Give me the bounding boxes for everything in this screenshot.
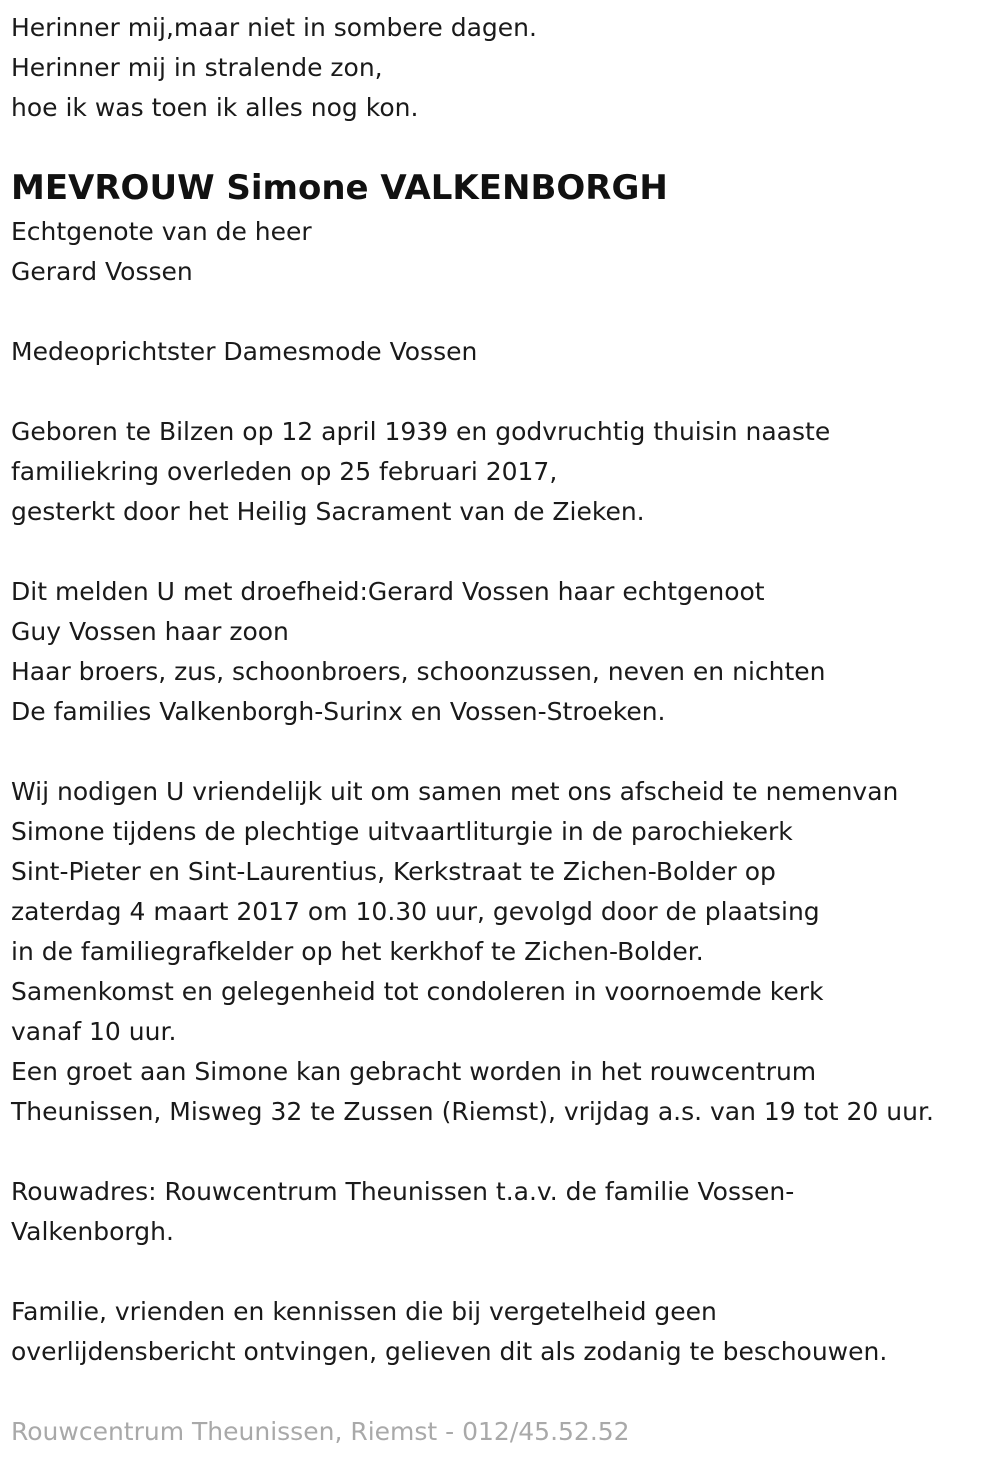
notice-line: overlijdensbericht ontvingen, gelieven dit als zodanig te beschouwen. [11, 1337, 888, 1366]
birth-death-line: familiekring overleden op 25 februari 2017, [11, 457, 558, 486]
birth-death-line: gesterkt door het Heilig Sacrament van de Zieken. [11, 497, 645, 526]
spouse-line: Gerard Vossen [11, 257, 193, 286]
ceremony-block [11, 772, 986, 1132]
family-line: De families Valkenborgh-Surinx en Vossen-Stroeken. [11, 697, 666, 726]
address-block [11, 1172, 986, 1252]
address-line: Rouwadres: Rouwcentrum Theunissen t.a.v. de familie Vossen- [11, 1177, 795, 1206]
ceremony-line: Samenkomst en gelegenheid tot condoleren in voornoemde kerk [11, 977, 824, 1006]
birth-death-block [11, 412, 986, 532]
ceremony-line: Wij nodigen U vriendelijk uit om samen met ons afscheid te nemenvan [11, 777, 899, 806]
funeral-home-footer: Rouwcentrum Theunissen, Riemst - 012/45.52.52 [11, 1417, 630, 1446]
birth-death-line: Geboren te Bilzen op 12 april 1939 en godvruchtig thuisin naaste [11, 417, 831, 446]
ceremony-line: Simone tijdens de plechtige uitvaartliturgie in de parochiekerk [11, 817, 793, 846]
address-line: Valkenborgh. [11, 1217, 174, 1246]
ceremony-line: Theunissen, Misweg 32 te Zussen (Riemst), vrijdag a.s. van 19 tot 20 uur. [11, 1097, 934, 1126]
family-line: Haar broers, zus, schoonbroers, schoonzussen, neven en nichten [11, 657, 826, 686]
poem-line: hoe ik was toen ik alles nog kon. [11, 93, 419, 122]
poem-line: Herinner mij,maar niet in sombere dagen. [11, 13, 537, 42]
ceremony-line: in de familiegrafkelder op het kerkhof te Zichen-Bolder. [11, 937, 704, 966]
ceremony-line: vanaf 10 uur. [11, 1017, 177, 1046]
spouse-line: Echtgenote van de heer [11, 217, 312, 246]
deceased-name-heading: MEVROUW Simone VALKENBORGH [11, 168, 668, 208]
notice-line: Familie, vrienden en kennissen die bij vergetelheid geen [11, 1297, 717, 1326]
notice-block [11, 1292, 986, 1372]
family-line: Dit melden U met droefheid:Gerard Vossen haar echtgenoot [11, 577, 765, 606]
ceremony-line: zaterdag 4 maart 2017 om 10.30 uur, gevolgd door de plaatsing [11, 897, 820, 926]
obituary-document [11, 8, 986, 1372]
ceremony-line: Sint-Pieter en Sint-Laurentius, Kerkstraat te Zichen-Bolder op [11, 857, 776, 886]
spouse-block [11, 212, 986, 292]
family-block [11, 572, 986, 732]
poem-block [11, 8, 986, 128]
family-line: Guy Vossen haar zoon [11, 617, 289, 646]
ceremony-line: Een groet aan Simone kan gebracht worden in het rouwcentrum [11, 1057, 817, 1086]
poem-line: Herinner mij in stralende zon, [11, 53, 383, 82]
role-line: Medeoprichtster Damesmode Vossen [11, 337, 478, 366]
